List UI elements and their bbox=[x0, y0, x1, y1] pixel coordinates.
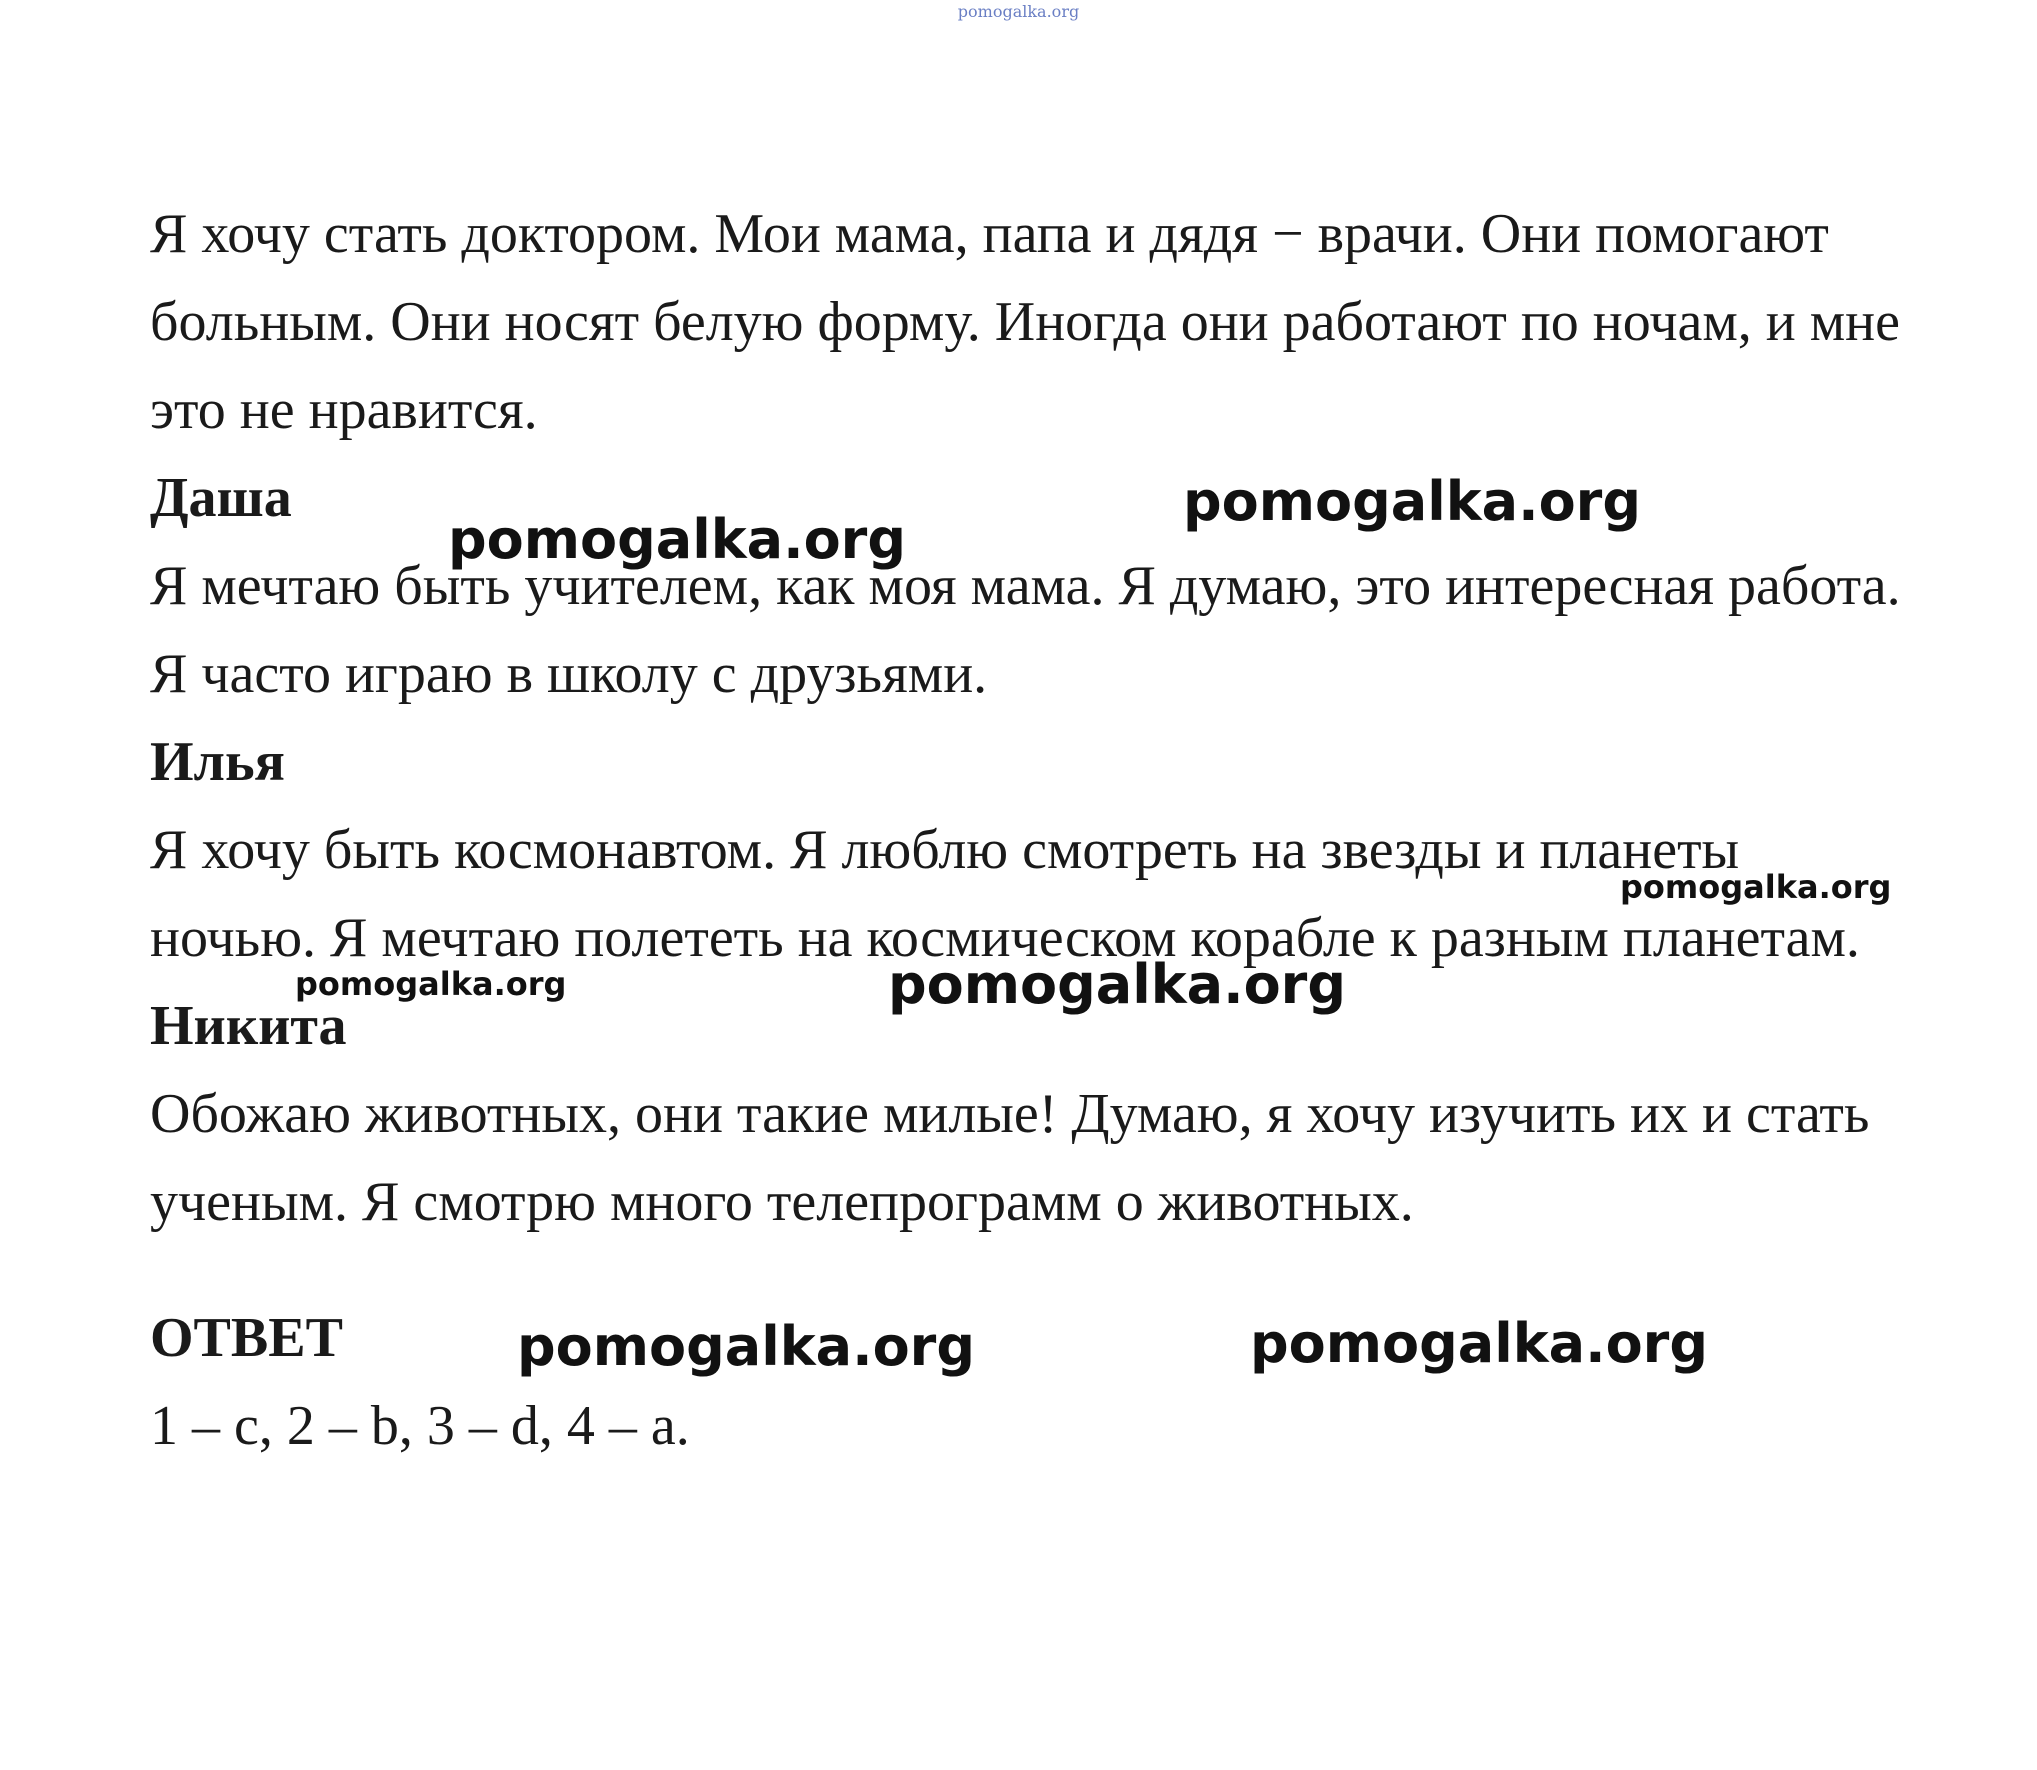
watermark: pomogalka.org bbox=[1250, 1312, 1708, 1375]
intro-paragraph: Я хочу стать доктором. Мои мама, папа и дядя − врачи. Они помогают больным. Они носят белую форму. Иногда они работают по ночам, и мне это не нравится. bbox=[150, 203, 1900, 441]
document-body bbox=[150, 190, 1910, 1470]
watermark: pomogalka.org bbox=[448, 508, 906, 571]
entry-name-dasha: Даша bbox=[150, 467, 292, 529]
entry-name-nikita: Никита bbox=[150, 995, 347, 1057]
watermark: pomogalka.org bbox=[888, 953, 1346, 1016]
entry-text-dasha: Я мечтаю быть учителем, как моя мама. Я думаю, это интересная работа. Я часто играю в школу с друзьями. bbox=[150, 555, 1901, 705]
watermark: pomogalka.org bbox=[1183, 470, 1641, 533]
entry-name-ilya: Илья bbox=[150, 731, 285, 793]
watermark: pomogalka.org bbox=[1620, 868, 1892, 906]
answer-text: 1 – c, 2 – b, 3 – d, 4 – a. bbox=[150, 1395, 690, 1457]
answer-title: ОТВЕТ bbox=[150, 1307, 343, 1369]
watermark: pomogalka.org bbox=[517, 1315, 975, 1378]
watermark: pomogalka.org bbox=[295, 965, 567, 1003]
entry-text-nikita: Обожаю животных, они такие милые! Думаю, я хочу изучить их и стать ученым. Я смотрю много телепрограмм о животных. bbox=[150, 1083, 1870, 1233]
site-mark: pomogalka.org bbox=[957, 2, 1080, 21]
entry-text-ilya: Я хочу быть космонавтом. Я люблю смотреть на звезды и планеты ночью. Я мечтаю полететь на космическом корабле к разным планетам. bbox=[150, 819, 1860, 969]
